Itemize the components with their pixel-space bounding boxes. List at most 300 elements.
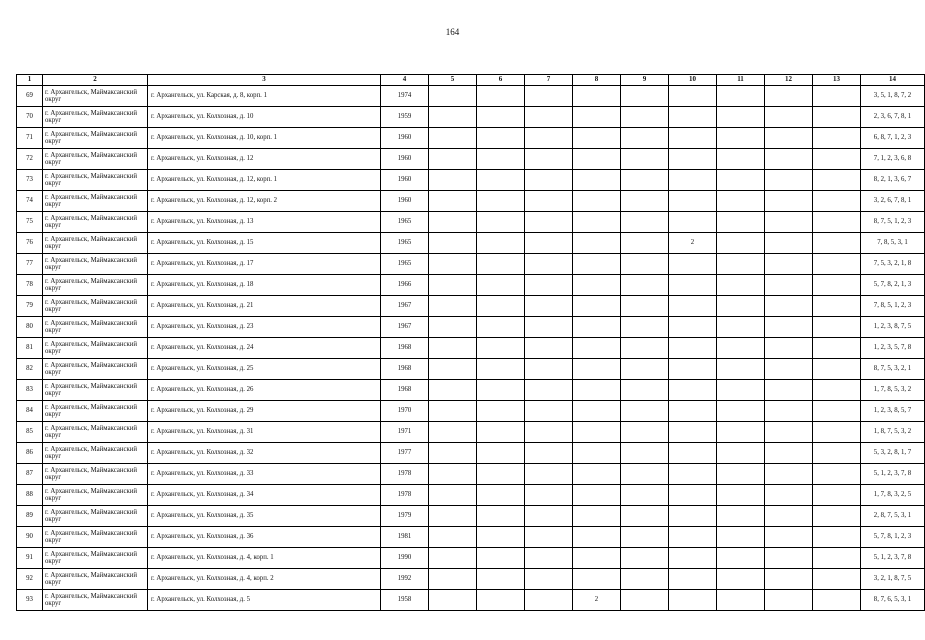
row-col-5: [429, 527, 477, 548]
row-col-10: [669, 170, 717, 191]
row-col-10: [669, 107, 717, 128]
row-district: г. Архангельск, Маймаксанский округ: [43, 128, 148, 149]
row-col-11: [717, 569, 765, 590]
row-number: 71: [17, 128, 43, 149]
row-year: 1968: [381, 380, 429, 401]
row-col-6: [477, 191, 525, 212]
row-col-7: [525, 233, 573, 254]
row-col-8: [573, 317, 621, 338]
row-year: 1978: [381, 485, 429, 506]
column-header-8: 8: [573, 75, 621, 86]
row-col-11: [717, 590, 765, 611]
row-col-6: [477, 233, 525, 254]
column-header-11: 11: [717, 75, 765, 86]
row-col-12: [765, 569, 813, 590]
row-col-7: [525, 359, 573, 380]
row-col-10: 2: [669, 233, 717, 254]
row-col-9: [621, 380, 669, 401]
row-year: 1965: [381, 233, 429, 254]
row-col-11: [717, 128, 765, 149]
row-col-9: [621, 590, 669, 611]
row-address: г. Архангельск, ул. Колхозная, д. 4, корп. 2: [148, 569, 381, 590]
row-col-8: [573, 128, 621, 149]
row-col-9: [621, 170, 669, 191]
row-col-13: [813, 317, 861, 338]
row-col-13: [813, 380, 861, 401]
row-number: 88: [17, 485, 43, 506]
column-header-13: 13: [813, 75, 861, 86]
row-col-14: 1, 2, 3, 5, 7, 8: [861, 338, 925, 359]
row-col-10: [669, 149, 717, 170]
row-col-9: [621, 485, 669, 506]
table-row: [17, 548, 925, 569]
row-year: 1977: [381, 443, 429, 464]
table-row: [17, 212, 925, 233]
row-col-6: [477, 170, 525, 191]
row-col-12: [765, 275, 813, 296]
table-row: [17, 317, 925, 338]
table-row: [17, 107, 925, 128]
row-col-8: [573, 254, 621, 275]
row-number: 91: [17, 548, 43, 569]
row-col-9: [621, 401, 669, 422]
row-district: г. Архангельск, Маймаксанский округ: [43, 548, 148, 569]
row-col-8: [573, 443, 621, 464]
row-year: 1965: [381, 254, 429, 275]
row-district: г. Архангельск, Маймаксанский округ: [43, 233, 148, 254]
row-district: г. Архангельск, Маймаксанский округ: [43, 464, 148, 485]
table-row: [17, 506, 925, 527]
row-col-5: [429, 485, 477, 506]
row-col-14: 1, 7, 8, 3, 2, 5: [861, 485, 925, 506]
table-row: [17, 401, 925, 422]
column-header-1: 1: [17, 75, 43, 86]
row-col-7: [525, 212, 573, 233]
row-year: 1978: [381, 464, 429, 485]
column-header-5: 5: [429, 75, 477, 86]
row-col-14: 1, 8, 7, 5, 3, 2: [861, 422, 925, 443]
row-col-10: [669, 86, 717, 107]
row-number: 84: [17, 401, 43, 422]
row-col-5: [429, 107, 477, 128]
row-year: 1992: [381, 569, 429, 590]
row-year: 1960: [381, 170, 429, 191]
row-address: г. Архангельск, ул. Колхозная, д. 33: [148, 464, 381, 485]
row-col-5: [429, 443, 477, 464]
column-header-10: 10: [669, 75, 717, 86]
row-year: 1970: [381, 401, 429, 422]
row-district: г. Архангельск, Маймаксанский округ: [43, 590, 148, 611]
row-col-5: [429, 590, 477, 611]
row-col-12: [765, 170, 813, 191]
row-col-11: [717, 380, 765, 401]
row-col-11: [717, 401, 765, 422]
row-col-8: [573, 212, 621, 233]
row-col-11: [717, 548, 765, 569]
row-number: 73: [17, 170, 43, 191]
row-col-12: [765, 548, 813, 569]
table-row: [17, 359, 925, 380]
row-col-14: 6, 8, 7, 1, 2, 3: [861, 128, 925, 149]
row-col-13: [813, 170, 861, 191]
row-number: 92: [17, 569, 43, 590]
row-year: 1958: [381, 590, 429, 611]
table-row: [17, 128, 925, 149]
row-col-14: 5, 3, 2, 8, 1, 7: [861, 443, 925, 464]
row-col-11: [717, 422, 765, 443]
row-district: г. Архангельск, Маймаксанский округ: [43, 296, 148, 317]
row-district: г. Архангельск, Маймаксанский округ: [43, 569, 148, 590]
row-col-10: [669, 359, 717, 380]
row-col-12: [765, 506, 813, 527]
row-col-8: [573, 527, 621, 548]
row-col-12: [765, 359, 813, 380]
table-row: [17, 275, 925, 296]
row-address: г. Архангельск, ул. Колхозная, д. 10: [148, 107, 381, 128]
row-col-13: [813, 128, 861, 149]
row-number: 82: [17, 359, 43, 380]
row-address: г. Архангельск, ул. Колхозная, д. 15: [148, 233, 381, 254]
column-header-9: 9: [621, 75, 669, 86]
row-col-11: [717, 170, 765, 191]
row-col-14: 8, 7, 6, 5, 3, 1: [861, 590, 925, 611]
row-col-11: [717, 254, 765, 275]
table-row: [17, 590, 925, 611]
row-col-10: [669, 338, 717, 359]
row-col-6: [477, 464, 525, 485]
row-col-8: [573, 359, 621, 380]
row-number: 87: [17, 464, 43, 485]
row-address: г. Архангельск, ул. Колхозная, д. 5: [148, 590, 381, 611]
row-address: г. Архангельск, ул. Колхозная, д. 23: [148, 317, 381, 338]
row-col-5: [429, 212, 477, 233]
table-row: [17, 233, 925, 254]
row-col-7: [525, 548, 573, 569]
row-col-11: [717, 338, 765, 359]
row-col-6: [477, 548, 525, 569]
table-row: [17, 296, 925, 317]
row-col-9: [621, 422, 669, 443]
row-address: г. Архангельск, ул. Колхозная, д. 36: [148, 527, 381, 548]
row-col-7: [525, 527, 573, 548]
row-district: г. Архангельск, Маймаксанский округ: [43, 170, 148, 191]
row-col-13: [813, 359, 861, 380]
row-col-9: [621, 275, 669, 296]
row-col-14: 1, 2, 3, 8, 5, 7: [861, 401, 925, 422]
row-col-5: [429, 569, 477, 590]
row-number: 93: [17, 590, 43, 611]
row-col-8: [573, 422, 621, 443]
row-number: 70: [17, 107, 43, 128]
row-col-11: [717, 86, 765, 107]
row-col-12: [765, 590, 813, 611]
table-row: [17, 338, 925, 359]
row-address: г. Архангельск, ул. Колхозная, д. 31: [148, 422, 381, 443]
row-year: 1979: [381, 506, 429, 527]
row-col-11: [717, 317, 765, 338]
row-col-8: [573, 275, 621, 296]
row-col-12: [765, 296, 813, 317]
row-col-9: [621, 86, 669, 107]
row-col-8: 2: [573, 590, 621, 611]
row-col-6: [477, 254, 525, 275]
row-col-13: [813, 254, 861, 275]
row-col-10: [669, 275, 717, 296]
row-col-10: [669, 401, 717, 422]
row-col-10: [669, 212, 717, 233]
row-address: г. Архангельск, ул. Колхозная, д. 21: [148, 296, 381, 317]
row-col-6: [477, 149, 525, 170]
row-col-6: [477, 380, 525, 401]
row-col-7: [525, 401, 573, 422]
row-col-13: [813, 569, 861, 590]
column-header-6: 6: [477, 75, 525, 86]
row-col-7: [525, 317, 573, 338]
row-col-8: [573, 296, 621, 317]
row-col-11: [717, 212, 765, 233]
row-district: г. Архангельск, Маймаксанский округ: [43, 506, 148, 527]
row-col-14: 3, 2, 1, 8, 7, 5: [861, 569, 925, 590]
row-col-9: [621, 107, 669, 128]
row-address: г. Архангельск, ул. Колхозная, д. 18: [148, 275, 381, 296]
row-col-14: 2, 3, 6, 7, 8, 1: [861, 107, 925, 128]
row-col-13: [813, 86, 861, 107]
row-address: г. Архангельск, ул. Колхозная, д. 12: [148, 149, 381, 170]
row-col-11: [717, 359, 765, 380]
row-col-6: [477, 338, 525, 359]
row-year: 1967: [381, 296, 429, 317]
row-col-5: [429, 254, 477, 275]
row-col-9: [621, 149, 669, 170]
row-col-5: [429, 506, 477, 527]
row-col-5: [429, 233, 477, 254]
row-district: г. Архангельск, Маймаксанский округ: [43, 359, 148, 380]
row-district: г. Архангельск, Маймаксанский округ: [43, 191, 148, 212]
row-number: 89: [17, 506, 43, 527]
column-header-7: 7: [525, 75, 573, 86]
row-col-10: [669, 296, 717, 317]
row-year: 1968: [381, 359, 429, 380]
row-col-9: [621, 233, 669, 254]
row-col-7: [525, 149, 573, 170]
row-address: г. Архангельск, ул. Колхозная, д. 26: [148, 380, 381, 401]
row-address: г. Архангельск, ул. Колхозная, д. 12, корп. 2: [148, 191, 381, 212]
row-year: 1971: [381, 422, 429, 443]
row-address: г. Архангельск, ул. Колхозная, д. 34: [148, 485, 381, 506]
row-number: 81: [17, 338, 43, 359]
row-col-10: [669, 254, 717, 275]
row-number: 74: [17, 191, 43, 212]
row-col-14: 2, 8, 7, 5, 3, 1: [861, 506, 925, 527]
row-col-13: [813, 233, 861, 254]
row-address: г. Архангельск, ул. Колхозная, д. 17: [148, 254, 381, 275]
row-col-13: [813, 149, 861, 170]
row-district: г. Архангельск, Маймаксанский округ: [43, 422, 148, 443]
row-col-5: [429, 338, 477, 359]
row-col-9: [621, 527, 669, 548]
column-header-2: 2: [43, 75, 148, 86]
row-col-10: [669, 191, 717, 212]
row-col-7: [525, 506, 573, 527]
row-col-14: 1, 7, 8, 5, 3, 2: [861, 380, 925, 401]
row-number: 90: [17, 527, 43, 548]
row-col-12: [765, 464, 813, 485]
row-col-7: [525, 485, 573, 506]
row-address: г. Архангельск, ул. Колхозная, д. 10, корп. 1: [148, 128, 381, 149]
row-col-9: [621, 212, 669, 233]
table-body: [17, 86, 925, 611]
row-address: г. Архангельск, ул. Карская, д. 8, корп. 1: [148, 86, 381, 107]
row-district: г. Архангельск, Маймаксанский округ: [43, 338, 148, 359]
row-col-11: [717, 464, 765, 485]
column-header-4: 4: [381, 75, 429, 86]
row-col-12: [765, 401, 813, 422]
row-col-6: [477, 401, 525, 422]
row-col-14: 5, 7, 8, 1, 2, 3: [861, 527, 925, 548]
table-row: [17, 86, 925, 107]
row-year: 1965: [381, 212, 429, 233]
row-address: г. Архангельск, ул. Колхозная, д. 4, корп. 1: [148, 548, 381, 569]
row-col-5: [429, 401, 477, 422]
row-col-6: [477, 485, 525, 506]
row-col-13: [813, 401, 861, 422]
row-col-14: 7, 8, 5, 1, 2, 3: [861, 296, 925, 317]
row-col-12: [765, 254, 813, 275]
row-col-13: [813, 485, 861, 506]
row-col-11: [717, 191, 765, 212]
row-col-6: [477, 296, 525, 317]
row-col-13: [813, 191, 861, 212]
row-col-5: [429, 149, 477, 170]
row-year: 1966: [381, 275, 429, 296]
row-col-12: [765, 485, 813, 506]
row-col-7: [525, 380, 573, 401]
row-col-13: [813, 338, 861, 359]
row-col-14: 1, 2, 3, 8, 7, 5: [861, 317, 925, 338]
row-col-8: [573, 170, 621, 191]
row-col-6: [477, 590, 525, 611]
row-col-7: [525, 191, 573, 212]
row-col-9: [621, 506, 669, 527]
row-address: г. Архангельск, ул. Колхозная, д. 29: [148, 401, 381, 422]
row-col-11: [717, 275, 765, 296]
row-district: г. Архангельск, Маймаксанский округ: [43, 86, 148, 107]
row-col-13: [813, 527, 861, 548]
row-col-9: [621, 359, 669, 380]
row-number: 75: [17, 212, 43, 233]
row-col-13: [813, 443, 861, 464]
row-col-12: [765, 233, 813, 254]
row-col-9: [621, 317, 669, 338]
row-col-5: [429, 191, 477, 212]
row-address: г. Архангельск, ул. Колхозная, д. 12, корп. 1: [148, 170, 381, 191]
column-header-14: 14: [861, 75, 925, 86]
row-col-6: [477, 422, 525, 443]
row-col-14: 3, 2, 6, 7, 8, 1: [861, 191, 925, 212]
row-col-7: [525, 569, 573, 590]
row-col-5: [429, 422, 477, 443]
row-number: 85: [17, 422, 43, 443]
table-row: [17, 191, 925, 212]
row-col-13: [813, 548, 861, 569]
row-col-6: [477, 107, 525, 128]
row-col-14: 5, 1, 2, 3, 7, 8: [861, 548, 925, 569]
row-col-11: [717, 233, 765, 254]
row-district: г. Архангельск, Маймаксанский округ: [43, 149, 148, 170]
row-col-7: [525, 296, 573, 317]
row-number: 77: [17, 254, 43, 275]
row-col-11: [717, 485, 765, 506]
row-col-14: 7, 8, 5, 3, 1: [861, 233, 925, 254]
table-header-row: [17, 75, 925, 86]
table-row: [17, 380, 925, 401]
row-number: 86: [17, 443, 43, 464]
table-row: [17, 464, 925, 485]
row-col-13: [813, 275, 861, 296]
table-row: [17, 527, 925, 548]
row-col-7: [525, 254, 573, 275]
row-year: 1968: [381, 338, 429, 359]
row-number: 83: [17, 380, 43, 401]
row-col-12: [765, 128, 813, 149]
row-col-8: [573, 548, 621, 569]
row-district: г. Архангельск, Маймаксанский округ: [43, 317, 148, 338]
row-number: 76: [17, 233, 43, 254]
row-col-9: [621, 548, 669, 569]
row-col-6: [477, 317, 525, 338]
row-col-12: [765, 380, 813, 401]
row-district: г. Архангельск, Маймаксанский округ: [43, 527, 148, 548]
data-table: [16, 74, 925, 611]
row-col-10: [669, 506, 717, 527]
row-col-5: [429, 170, 477, 191]
row-col-10: [669, 569, 717, 590]
row-col-6: [477, 359, 525, 380]
row-address: г. Архангельск, ул. Колхозная, д. 35: [148, 506, 381, 527]
row-col-5: [429, 296, 477, 317]
row-col-8: [573, 380, 621, 401]
row-address: г. Архангельск, ул. Колхозная, д. 24: [148, 338, 381, 359]
table-row: [17, 485, 925, 506]
row-col-9: [621, 569, 669, 590]
row-col-9: [621, 254, 669, 275]
row-col-10: [669, 485, 717, 506]
row-col-5: [429, 548, 477, 569]
row-number: 69: [17, 86, 43, 107]
row-col-13: [813, 296, 861, 317]
row-col-7: [525, 128, 573, 149]
row-year: 1974: [381, 86, 429, 107]
row-col-12: [765, 527, 813, 548]
row-number: 79: [17, 296, 43, 317]
row-col-14: 5, 1, 2, 3, 7, 8: [861, 464, 925, 485]
row-col-11: [717, 443, 765, 464]
row-col-5: [429, 128, 477, 149]
row-col-8: [573, 233, 621, 254]
row-col-12: [765, 149, 813, 170]
row-col-5: [429, 275, 477, 296]
row-col-13: [813, 464, 861, 485]
row-col-8: [573, 107, 621, 128]
row-col-10: [669, 380, 717, 401]
row-col-10: [669, 548, 717, 569]
row-district: г. Архангельск, Маймаксанский округ: [43, 275, 148, 296]
row-col-6: [477, 443, 525, 464]
row-col-10: [669, 590, 717, 611]
row-col-6: [477, 128, 525, 149]
row-col-12: [765, 443, 813, 464]
row-col-10: [669, 527, 717, 548]
